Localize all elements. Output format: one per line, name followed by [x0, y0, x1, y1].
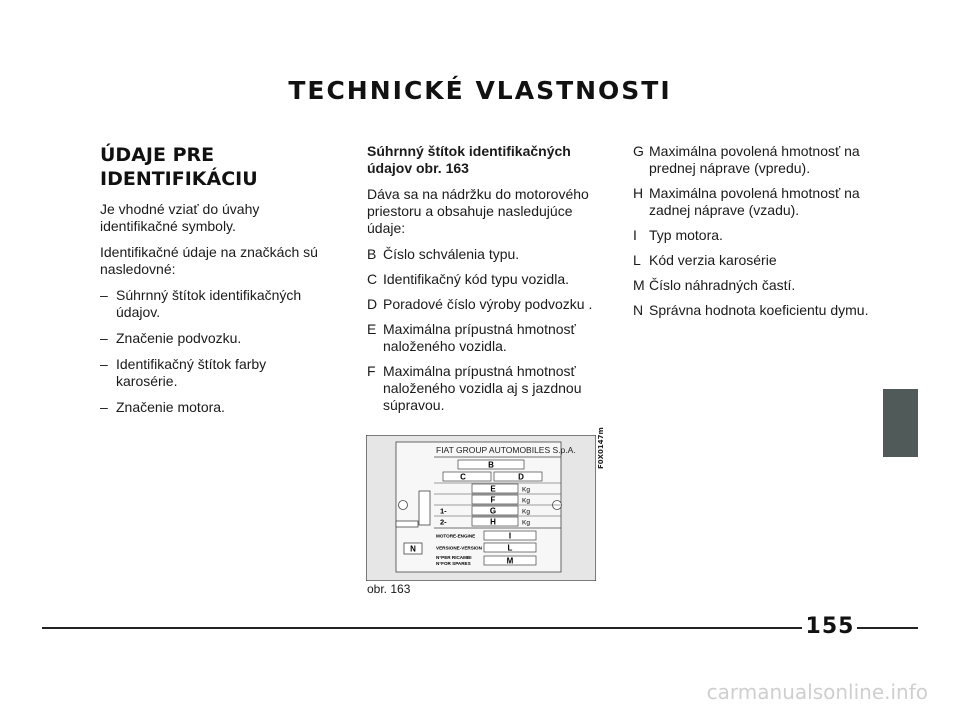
unit-f: Kg [522, 497, 530, 505]
section-heading [100, 143, 325, 191]
field-m-label: M [506, 556, 514, 566]
unit-g: Kg [522, 508, 530, 516]
figure-code: F0X0147m [597, 427, 605, 469]
dash-bullet: – [100, 287, 108, 303]
code-text: Maximálna prípustná hmotnosť naloženého vozidla. [383, 321, 576, 354]
code-item [633, 302, 873, 319]
list-item-text: Značenie motora. [116, 399, 225, 415]
unit-h: Kg [522, 519, 530, 527]
subheading: Súhrnný štítok identifikačných údajov obr. 163 [367, 143, 571, 176]
code-text: Číslo náhradných častí. [649, 277, 796, 293]
section-heading-line: IDENTIFIKÁCIU [100, 168, 258, 190]
identification-plate-figure [366, 435, 596, 581]
spares-label-2: N°FOR SPARES [436, 561, 471, 566]
code-letter: G [633, 143, 644, 159]
field-n-label: N [410, 544, 416, 554]
rivet-left [399, 501, 408, 510]
code-letter: C [367, 271, 378, 287]
code-item [633, 185, 873, 219]
dash-bullet: – [100, 330, 108, 346]
section-heading-line: ÚDAJE PRE [100, 144, 215, 166]
code-letter: B [367, 246, 377, 262]
code-item [367, 271, 602, 288]
code-item [367, 296, 602, 313]
field-b-label: B [488, 460, 494, 470]
code-letter: L [633, 252, 641, 268]
unit-e: Kg [522, 486, 530, 494]
code-item [367, 321, 602, 355]
code-text: Maximálna povolená hmotnosť na prednej nápravе (vpredu). [649, 143, 860, 176]
code-letter: F [367, 363, 376, 379]
list-item [100, 330, 325, 347]
axle-1-label: 1- [440, 506, 447, 516]
code-letter: E [367, 321, 377, 337]
figure-caption: obr. 163 [367, 582, 411, 596]
intro-paragraph: Identifikačné údaje na značkách sú nasledovné: [100, 244, 318, 277]
page-title: TECHNICKÉ VLASTNOSTI [288, 76, 672, 105]
code-text: Typ motora. [649, 227, 723, 243]
code-letter: H [633, 185, 644, 201]
dash-bullet: – [100, 356, 108, 372]
list-item [100, 287, 325, 321]
intro-paragraph: Je vhodné vziať do úvahy identifikačné symboly. [100, 201, 260, 234]
code-letter: D [367, 296, 378, 312]
code-item [367, 363, 602, 414]
field-c-label: C [460, 472, 466, 482]
code-letter: I [633, 227, 637, 243]
code-text: Identifikačný kód typu vozidla. [383, 271, 569, 287]
field-i-label: I [508, 531, 512, 541]
field-c [443, 472, 491, 481]
list-item [100, 399, 325, 416]
plate-description-column-continued [633, 143, 873, 327]
spares-label-1: N°PER RICAMBI [436, 555, 472, 560]
code-text: Správna hodnota koeficientu dymu. [649, 302, 869, 318]
watermark[interactable]: carmanualsonline.info [706, 680, 928, 704]
identification-intro-column [100, 143, 325, 425]
list-item [100, 356, 325, 390]
left-tab [396, 521, 418, 527]
field-e-label: E [490, 484, 496, 494]
intro-paragraph: Dáva sa na nádržku do motorového priestoru a obsahuje nasledujúce údaje: [367, 186, 589, 236]
page-number: 155 [805, 614, 855, 639]
code-letter: N [633, 302, 644, 318]
code-item [633, 252, 873, 269]
footer-rule-left [42, 627, 802, 629]
section-thumb-tab [883, 389, 918, 457]
list-item-text: Identifikačný štítok farby karosérie. [116, 356, 267, 389]
code-text: Maximálna povolená hmotnosť na zadnej nápravе (vzadu). [649, 185, 860, 218]
left-slot [419, 491, 430, 525]
axle-2-label: 2- [440, 517, 447, 527]
code-item [633, 143, 873, 177]
code-item [367, 246, 602, 263]
list-item-text: Značenie podvozku. [116, 330, 242, 346]
footer-rule-right [857, 627, 918, 629]
field-l-label: L [507, 543, 513, 553]
plate-description-column [367, 143, 602, 422]
code-item [633, 227, 873, 244]
code-letter: M [633, 277, 645, 293]
code-text: Maximálna prípustná hmotnosť naloženého vozidla aj s jazdnou súpravou. [383, 363, 582, 413]
code-text: Kód verzia karosérie [649, 252, 777, 268]
list-item-text: Súhrnný štítok identifikačných údajov. [116, 287, 302, 320]
code-text: Poradové číslo výroby podvozku . [383, 296, 593, 312]
code-item [633, 277, 873, 294]
plate-title: FIAT GROUP AUTOMOBILES S.p.A. [436, 445, 576, 455]
dash-bullet: – [100, 399, 108, 415]
field-g-label: G [489, 506, 497, 516]
code-text: Číslo schválenia typu. [383, 246, 520, 262]
version-label: VERSIONE-VERSION [436, 545, 482, 551]
field-d-label: D [518, 472, 524, 482]
engine-label: MOTORE-ENGINE [436, 533, 476, 539]
field-h-label: H [490, 517, 496, 527]
field-f-label: F [490, 495, 496, 505]
